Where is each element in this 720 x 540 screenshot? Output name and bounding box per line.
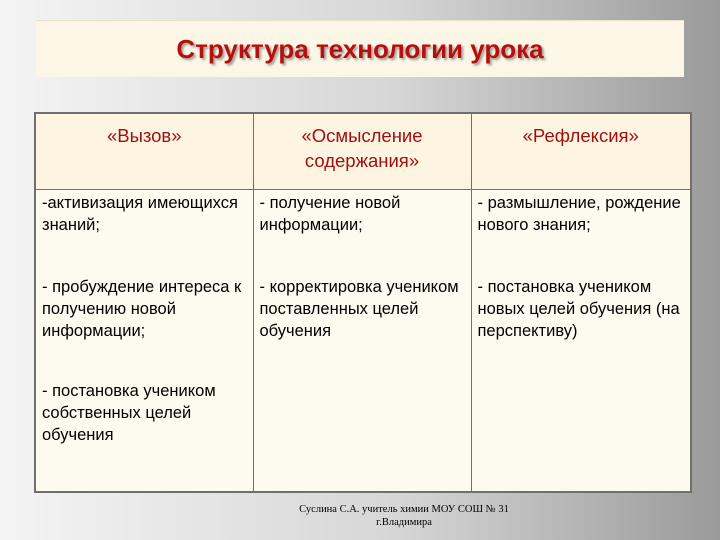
challenge-item-1: -активизация имеющихся знаний;: [42, 194, 238, 234]
comprehension-item-2: - корректировка учеником поставленных целей обучения: [259, 278, 459, 340]
column-comprehension: [253, 190, 471, 493]
header-cell-challenge: [35, 113, 253, 190]
header-challenge: «Вызов»: [106, 125, 182, 146]
header-comprehension: «Осмысление содержания»: [301, 125, 423, 171]
table-header-row: [35, 113, 691, 190]
header-reflection: «Рефлексия»: [522, 125, 639, 146]
column-challenge: [35, 190, 253, 493]
author-footer: [270, 503, 538, 529]
challenge-item-2: - пробуждение интереса к получению новой информации;: [42, 278, 242, 340]
header-cell-reflection: [471, 113, 691, 190]
footer-author: Суслина С.А. учитель химии МОУ СОШ № 31: [299, 504, 509, 515]
lesson-structure-table: [34, 112, 692, 493]
reflection-item-2: - постановка учеником новых целей обучения (на перспективу): [477, 278, 680, 340]
title-banner: [36, 20, 684, 77]
reflection-item-1: - размышление, рождение нового знания;: [477, 194, 681, 234]
challenge-item-3: - постановка учеником собственных целей обучения: [42, 382, 216, 444]
comprehension-item-1: - получение новой информации;: [259, 194, 401, 234]
page-title: Структура технологии урока: [176, 33, 544, 64]
column-reflection: [471, 190, 691, 493]
footer-city: г.Владимира: [376, 517, 432, 528]
header-cell-comprehension: [253, 113, 471, 190]
table-body-row: [35, 190, 691, 493]
